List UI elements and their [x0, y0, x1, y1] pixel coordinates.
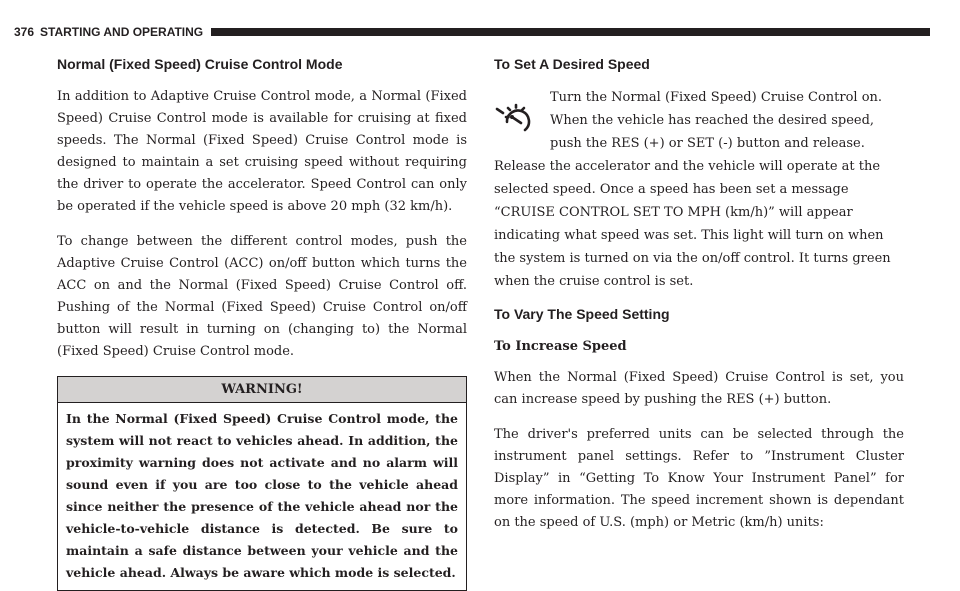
paragraph-intro: In addition to Adaptive Cruise Control mode, a Normal (Fixed Speed) Cruise Control mode is available for cruising at fixed speeds. The Normal (Fixed Speed) Cruise Control mode is designed to maintain a set cruising speed without requiring the driver to operate the accelerator. Speed Control can only be operated if the vehicle speed is above 20 mph (32 km/h). — [57, 89, 467, 214]
subheading-increase-speed: To Increase Speed — [494, 339, 627, 354]
warning-title: WARNING! — [58, 377, 466, 403]
warning-box — [57, 376, 467, 591]
set-speed-paragraph — [494, 86, 904, 293]
heading-vary-speed: To Vary The Speed Setting — [494, 306, 670, 322]
page-header — [14, 20, 930, 44]
paragraph-units: The driver's preferred units can be selected through the instrument panel settings. Refer to ”Instrument Cluster Display” in “Getting To Know Your Instrument Panel” for more information. The speed increment shown is dependant on the speed of U.S. (mph) or Metric (km/h) units: — [494, 427, 904, 530]
warning-text: In the Normal (Fixed Speed) Cruise Control mode, the system will not react to vehicles ahead. In addition, the proximity warning does not activate and no alarm will sound even if you are too close to the vehicle ahead since neither the presence of the vehicle ahead nor the vehicle-to-vehicle distance is detected. Be sure to maintain a safe distance between your vehicle and the vehicle ahead. Always be aware which mode is selected. — [66, 411, 458, 580]
cruise-control-icon — [494, 86, 546, 150]
paragraph-modes: To change between the different control modes, push the Adaptive Cruise Control (ACC) on/off button which turns the ACC on and the Normal (Fixed Speed) Cruise Control off. Pushing of the Normal (Fixed Speed) Cruise Control on/off button will result in turning on (changing to) the Normal (Fixed Speed) Cruise Control mode. — [57, 234, 467, 359]
page-number: 376 — [14, 25, 35, 39]
section-heading: Normal (Fixed Speed) Cruise Control Mode — [57, 56, 343, 72]
heading-set-speed: To Set A Desired Speed — [494, 56, 650, 72]
left-column — [57, 56, 467, 591]
right-column — [494, 56, 904, 547]
set-speed-text: Turn the Normal (Fixed Speed) Cruise Control on. When the vehicle has reached the desired speed, push the RES (+) or SET (-) button and release. Release the accelerator and the vehicle will operate at the selected speed. Once a speed has been set a message “CRUISE CONTROL SET TO MPH (km/h)” will appear indicating what speed was set. This light will turn on when the system is turned on via the on/off control. It turns green when the cruise control is set. — [494, 90, 891, 289]
header-rule — [211, 28, 930, 36]
paragraph-increase-speed: When the Normal (Fixed Speed) Cruise Control is set, you can increase speed by pushing the RES (+) button. — [494, 370, 904, 407]
section-title: STARTING AND OPERATING — [40, 25, 204, 39]
